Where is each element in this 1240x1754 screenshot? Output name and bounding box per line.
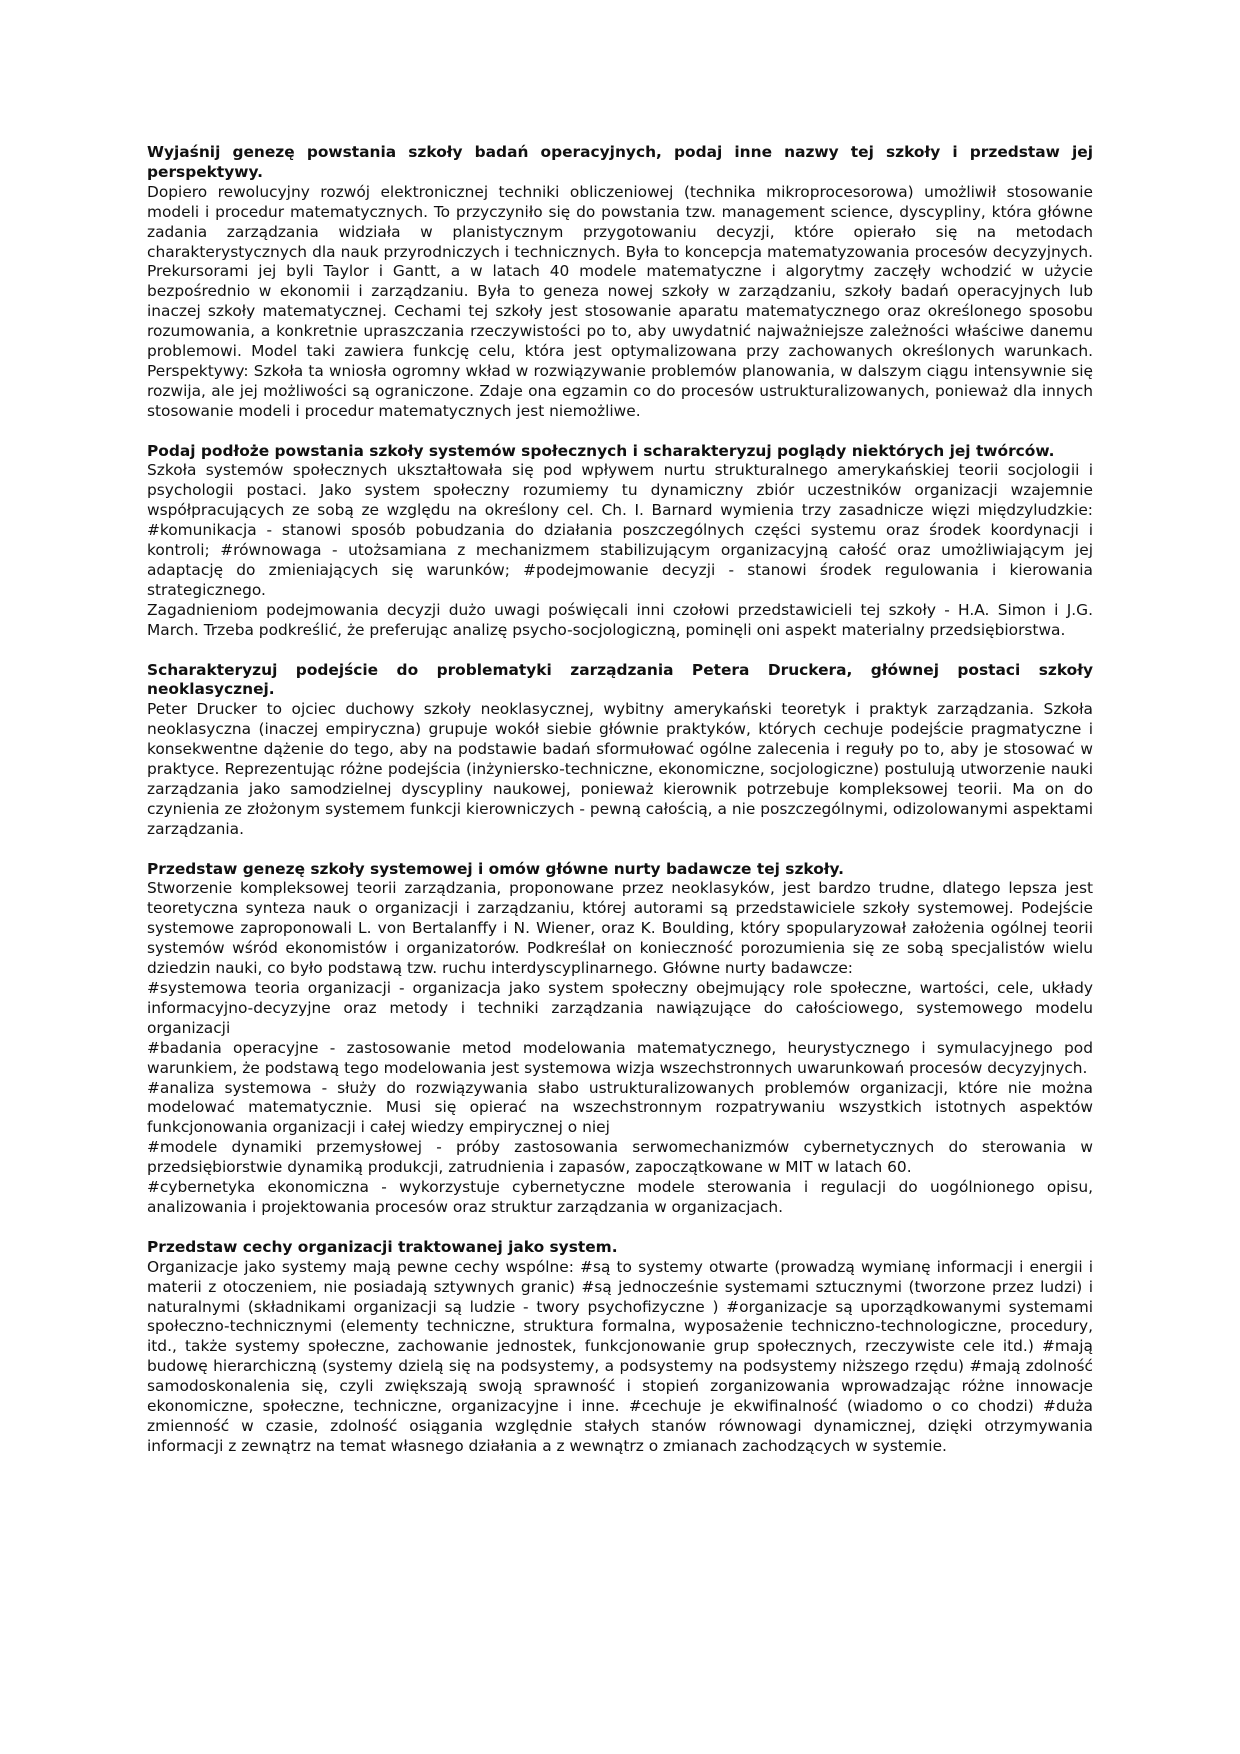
section-drucker xyxy=(147,661,1093,840)
section-heading: Przedstaw genezę szkoły systemowej i omów główne nurty badawcze tej szkoły. xyxy=(147,859,844,878)
section-paragraph: Peter Drucker to ojciec duchowy szkoły neoklasycznej, wybitny amerykański teoretyk i praktyk zarządzania. Szkoła neoklasyczna (inaczej empiryczna) grupuje wokół siebie głównie praktyków, których cechuje podejście pragmatyczne i konsekwentne dążenie do tego, aby na podstawie badań sformułować ogólne zalecenia i reguły po to, aby je stosować w praktyce. Reprezentując różne podejścia (inżyniersko-techniczne, ekonomiczne, socjologiczne) postulują utworzenie nauki zarządzania jako samodzielnej dyscypliny naukowej, ponieważ kierownik potrzebuje kompleksowej teorii. Ma on do czynienia ze złożonym systemem funkcji kierowniczych - pewną całością, a nie poszczególnymi, odizolowanymi aspektami zarządzania. xyxy=(147,700,1093,838)
section-paragraph: #badania operacyjne - zastosowanie metod modelowania matematycznego, heurystycznego i symulacyjnego pod warunkiem, że podstawą tego modelowania jest systemowa wizja wszechstronnych uwarunkowań procesów decyzyjnych. xyxy=(147,1038,1093,1077)
section-operations-research xyxy=(147,143,1093,422)
section-social-systems xyxy=(147,442,1093,641)
section-paragraph: #modele dynamiki przemysłowej - próby zastosowania serwomechanizmów cybernetycznych do sterowania w przedsiębiorstwie dynamiką produkcji, zatrudnienia i zapasów, zapoczątkowane w MIT w latach 60. xyxy=(147,1138,1093,1177)
section-paragraph: Zagadnieniom podejmowania decyzji dużo uwagi poświęcali inni czołowi przedstawicieli tej szkoły - H.A. Simon i J.G. March. Trzeba podkreślić, że preferując analizę psycho-socjologiczną, pominęli oni aspekt materialny przedsiębiorstwa. xyxy=(147,600,1093,639)
section-heading: Przedstaw cechy organizacji traktowanej jako system. xyxy=(147,1237,618,1256)
section-paragraph: Stworzenie kompleksowej teorii zarządzania, proponowane przez neoklasyków, jest bardzo trudne, dlatego lepsza jest teoretyczna synteza nauk o organizacji i zarządzaniu, której autorami są przedstawiciele szkoły systemowej. Podejście systemowe zaproponowali L. von Bertalanffy i N. Wiener, oraz K. Boulding, który spopularyzował założenia ogólnej teorii systemów wśród ekonomistów i organizatorów. Podkreślał on konieczność porozumienia się ze sobą specjalistów wielu dziedzin nauki, co było podstawą tzw. ruchu interdyscyplinarnego. Główne nurty badawcze: xyxy=(147,879,1093,978)
section-paragraph: #analiza systemowa - służy do rozwiązywania słabo ustrukturalizowanych problemów organizacji, które nie można modelować matematycznie. Musi się opierać na wszechstronnym rozpatrywaniu wszystkich istotnych aspektów funkcjonowania organizacji i całej wiedzy empirycznej o niej xyxy=(147,1078,1093,1137)
section-paragraph: #systemowa teoria organizacji - organizacja jako system społeczny obejmujący role społeczne, wartości, cele, układy informacyjno-decyzyjne oraz metody i techniki zarządzania nawiązujące do całościowego, systemowego modelu organizacji xyxy=(147,979,1093,1037)
section-systems-school xyxy=(147,860,1093,1218)
section-paragraph: #cybernetyka ekonomiczna - wykorzystuje cybernetyczne modele sterowania i regulacji do uogólnionego opisu, analizowania i projektowania procesów oraz struktur zarządzania w organizacjach. xyxy=(147,1178,1093,1216)
section-heading: Scharakteryzuj podejście do problematyki zarządzania Petera Druckera, głównej postaci szkoły neoklasycznej. xyxy=(147,660,1093,699)
section-paragraph: Organizacje jako systemy mają pewne cechy wspólne: #są to systemy otwarte (prowadzą wymianę informacji i energii i materii z otoczeniem, nie posiadają sztywnych granic) #są jednocześnie systemami sztucznymi (tworzone przez ludzi) i naturalnymi (składnikami organizacji są ludzie - twory psychofizyczne ) #organizacje są uporządkowanymi systemami społeczno-technicznymi (elementy techniczne, struktura formalna, wyposażenie techniczno-technologiczne, procedury, itd., także systemy społeczne, zachowanie jednostek, funkcjonowanie grup społecznych, rzeczywiste cele itd.) #mają budowę hierarchiczną (systemy dzielą się na podsystemy, a podsystemy na podsystemy niższego rzędu) #mają zdolność samodoskonalenia się, czyli zwiększają swoją sprawność i stopień zorganizowania wprowadzając różne innowacje ekonomiczne, społeczne, techniczne, organizacyjne i inne. #cechuje je ekwifinalność (wiadomo o co chodzi) #duża zmienność w czasie, zdolność osiągania względnie stałych stanów równowagi dynamicznej, dzięki otrzymywania informacji z zewnątrz na temat własnego działania a z wewnątrz o zmianach zachodzących w systemie. xyxy=(147,1257,1093,1455)
section-organization-as-system xyxy=(147,1238,1093,1457)
section-paragraph: Dopiero rewolucyjny rozwój elektronicznej techniki obliczeniowej (technika mikroprocesorowa) umożliwił stosowanie modeli i procedur matematycznych. To przyczyniło się do powstania tzw. management science, dyscypliny, która główne zadania zarządzania widziała w planistycznym przygotowaniu decyzji, które opierało się na metodach charakterystycznych dla nauk przyrodniczych i technicznych. Była to koncepcja matematyzowania procesów decyzyjnych. Prekursorami jej byli Taylor i Gantt, a w latach 40 modele matematyczne i algorytmy zaczęły wchodzić w użycie bezpośrednio w ekonomii i zarządzaniu. Była to geneza nowej szkoły w zarządzaniu, szkoły badań operacyjnych lub inaczej szkoły matematycznej. Cechami tej szkoły jest stosowanie aparatu matematycznego oraz określonego sposobu rozumowania, a konkretnie upraszczania rzeczywistości po to, aby uwydatnić najważniejsze zależności właściwe danemu problemowi. Model taki zawiera funkcję celu, która jest optymalizowana przy zachowanych określonych warunkach. Perspektywy: Szkoła ta wniosła ogromny wkład w rozwiązywanie problemów planowania, w dalszym ciągu intensywnie się rozwija, ale jej możliwości są ograniczone. Zdaje ona egzamin co do procesów ustrukturalizowanych, ponieważ dla innych stosowanie modeli i procedur matematycznych jest niemożliwe. xyxy=(147,182,1093,420)
document-page xyxy=(147,143,1093,1477)
section-heading: Podaj podłoże powstania szkoły systemów społecznych i scharakteryzuj poglądy niektórych jej twórców. xyxy=(147,441,1055,460)
section-paragraph: Szkoła systemów społecznych ukształtowała się pod wpływem nurtu strukturalnego amerykańskiej teorii socjologii i psychologii postaci. Jako system społeczny rozumiemy tu dynamiczny zbiór uczestników organizacji wzajemnie współpracujących ze sobą ze względu na określony cel. Ch. I. Barnard wymienia trzy zasadnicze więzi międzyludzkie: #komunikacja - stanowi sposób pobudzania do działania poszczególnych części systemu oraz środek koordynacji i kontroli; #równowaga - utożsamiana z mechanizmem stabilizującym organizacyjną całość oraz umożliwiającym jej adaptację do zmieniających się warunków; #podejmowanie decyzji - stanowi środek regulowania i kierowania strategicznego. xyxy=(147,461,1093,599)
section-heading: Wyjaśnij genezę powstania szkoły badań operacyjnych, podaj inne nazwy tej szkoły i przedstaw jej perspektywy. xyxy=(147,143,1093,181)
